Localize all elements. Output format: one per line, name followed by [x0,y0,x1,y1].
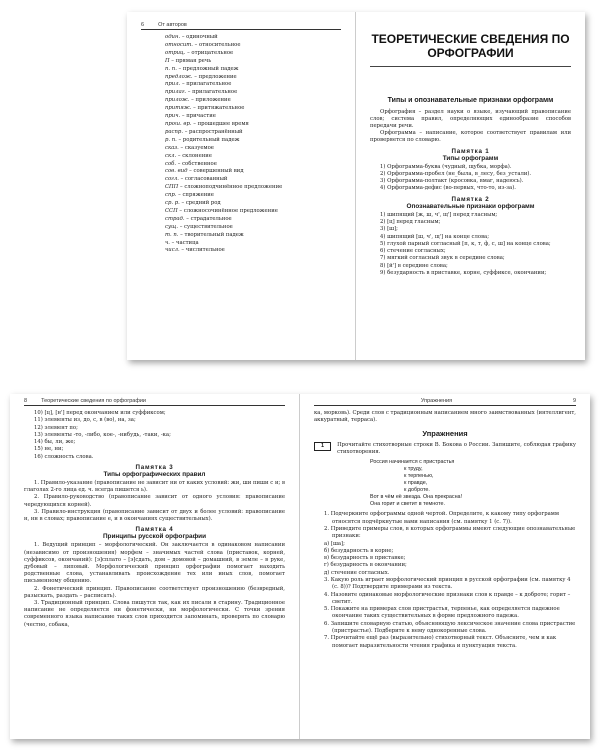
abbreviation-row [165,42,341,50]
abbreviation-meaning: – прошедшее время [191,120,249,127]
abbreviation: п. п. [165,65,177,72]
list-item: г) безударность в окончании; [324,562,407,569]
abbreviation-meaning: – совершенный вид [187,168,244,175]
memo-title: Памятка 4 [135,526,174,534]
list-item: 16) сложность слова. [34,453,94,460]
memo-subtitle: Принципы русской орфографии [102,533,207,541]
memo-subtitle: Типы орфографических правил [103,471,206,479]
abbreviation-row [165,232,341,240]
page-number: 9 [572,398,576,404]
running-title: От авторов [158,22,187,28]
abbreviation-row [165,121,341,129]
abbreviation: прош. вр. [165,120,192,127]
list-item: 6) стечение согласных; [380,248,446,255]
abbreviation: прич. [165,113,181,120]
section-title: Типы и опознавательные признаки орфограмм [387,97,554,104]
abbreviation: соб. [165,160,177,167]
memo-title: Памятка 3 [135,464,174,472]
memo-subtitle: Типы орфограмм [442,154,499,162]
page-number: 6 [141,22,145,28]
list-item: 1) Орфограмма-буква (чудный, щубка, морфа). [380,163,512,170]
poem-line: к терпенью, [404,473,434,480]
continued-list [24,410,285,461]
list-item: 7. Прочитайте ещё раз (выразительно) стихотворный текст. Объясните, чем и как помогает выразительности чтения графика и пунктуация текста. [324,635,557,649]
page-7 [356,12,585,360]
list-item: д) стечение согласных. [324,569,390,576]
abbreviation-row [165,34,341,42]
abbreviation-meaning: – предложный падеж [176,65,239,72]
running-head-page-9 [314,398,576,406]
page-number: 8 [24,398,28,404]
abbreviation: ср. р. [165,200,180,207]
abbreviation-meaning: – причастие [180,113,216,120]
exercise-text: Прочитайте стихотворные строки В. Бокова о России. Запишите, соблюдая графику стихотворения. [337,441,576,456]
abbreviation-meaning: – числительное [179,247,225,254]
list-item: 6. Запишите словарную статью, объясняющую лексическое значение слова пристрастие (пристрастье). Подберите к нему однокоренные слова. [324,620,576,635]
paragraph: Орфограмма – написание, которое соответствует правилам или проверяется по словарю. [370,130,571,144]
abbreviation-row [165,161,341,169]
paragraph: ка, морковь). Среди слов с традиционным написанием много заимствованных (интеллигент, аккуратный, терраса). [314,410,576,424]
paragraph: 1. Ведущий принцип – морфологический. Он заключается в одинаковом написании (независимо от произношения) морфем – значимых частей слова (приставок, корней, суффиксов, окончаний): [э]сплато – [э]сдать, дом – домовой – домашний, в земле – в руке, дубовый – липовый. Морфологический принцип орфографии помогает находить родственные слова, устанавливать происхождение тех или иных слов, помогает письменному общению. [24,542,285,585]
exercise-header [314,442,576,456]
abbreviation-meaning: – сложноподчинённое предложение [178,184,283,191]
abbreviation: ССП [165,207,178,214]
abbreviation: числ. [165,247,180,254]
list-item: 4) Орфограмма-дефис (во-первых, что-то, из-за). [380,185,516,192]
paragraph: 3. Правило-инструкция (правописание зависит от двух и более условий: правописание н, нн в словах; правописание е, и в окончаниях существительных). [24,508,285,523]
abbreviation-row [165,58,341,66]
list-item: 5) глухой парный согласный [п, к, т, ф, с, ш] на конце слова; [380,240,551,247]
running-head-page-6 [141,22,341,30]
paragraph: Орфография – раздел науки о языке, изучающий правописание слов; система правил, определяющих единообразие способов передачи речи. [370,108,571,129]
list-item: 9) безударность в приставке, корне, суффиксе, окончании; [380,270,547,277]
exercises-title: Упражнения [422,429,468,439]
abbreviation: притяж. [165,105,192,112]
list-item: а) [ша]; [324,540,345,547]
page-9 [300,394,590,739]
abbreviation-meaning: – средний род [179,200,221,207]
poem-line: к правде, [404,480,428,487]
abbreviation-meaning: – частица [169,239,199,246]
abbreviation-row [165,184,341,192]
abbreviation-meaning: – согласованный [178,176,228,183]
abbreviation: распр. [165,128,184,135]
abbreviation-row [165,168,341,176]
abbreviation-row [165,200,341,208]
page-6 [127,12,356,360]
abbreviation-meaning: – существительное [178,223,233,230]
abbreviation-row [165,66,341,74]
paragraph: 2. Фонетический принцип. Правописание соответствует произношению (безвредный, разыскать, раздать – расписать). [24,585,285,599]
list-item: 3) Орфограмма-полтакт (кросовка, вмаг, надеюсь). [380,178,524,185]
abbreviation-row [165,145,341,153]
list-item: в) безударность в приставке; [324,555,406,562]
abbreviation-row [165,247,341,255]
abbreviation-meaning: – притяжательное [191,105,245,112]
abbreviation-meaning: – сложносочинённое предложение [177,207,278,214]
list-item: 4) шипящий [ш, ч', щ'] на конце слова; [380,233,490,240]
list-item: 2) Орфограмма-пробел (не_была, в_лесу, без_устали). [380,170,532,177]
poem-line: к труду, [404,466,423,473]
list-item: 2. Приведите примеры слов, в которых орфограммы имеют следующие опознавательные признаки: [324,525,576,540]
abbreviation-meaning: – прилагательное [186,89,238,96]
poem-line: Она горит и светит в темноте. [370,501,445,508]
abbreviation-meaning: – собственное [176,160,217,167]
abbreviation-list [141,34,341,255]
abbreviation-meaning: – одиночный [180,34,218,40]
abbreviation: отриц. [165,49,186,56]
list-item: б) безударность в корне; [324,547,394,554]
list-item: 7) мягкий согласный звук в середине слова; [380,255,505,262]
exercise-number: 1 [314,442,331,451]
abbreviation-row [165,113,341,121]
poem-line: к доброте. [404,487,430,494]
abbreviation: сущ. [165,223,179,230]
abbreviation-meaning: – прилагательное [180,81,232,88]
abbreviation: один. [165,34,181,40]
abbreviation: П [165,57,170,64]
paragraph: 3. Традиционный принцип. Слова пишутся так, как их писали в старину. Традиционное написание не определяется ни фонетически, ни морфологически. С точки зрения современного языка написание таких слов приходится запоминать, проверять по словарю (честно, собака, [24,599,285,628]
abbreviation-meaning: – спряжение [176,192,214,199]
list-item: 13) элементы -то, -либо, кое-, -нибудь, -таки, -ка; [34,431,171,438]
abbreviation-row [165,224,341,232]
memo-1-list [370,164,571,193]
chapter-title: ТЕОРЕТИЧЕСКИЕ СВЕДЕНИЯ ПО ОРФОГРАФИИ [371,32,570,60]
abbreviation-meaning: – творительный падеж [178,231,244,238]
page-8 [10,394,300,739]
running-title: Теоретические сведения по орфографии [41,398,146,404]
abbreviation: ч. [165,239,170,246]
abbreviation: скл. [165,152,177,159]
memo-title: Памятка 2 [451,195,490,203]
abbreviation-row [165,50,341,58]
list-item: 4. Назовите одинаковые морфологические признаки слов к правде – к доброте; горит – светит. [324,591,571,605]
memo-2-list [370,212,571,278]
abbreviation-meaning: – относительное [192,41,241,48]
running-title: Упражнения [420,398,453,404]
abbreviation: р. п. [165,136,177,143]
list-item: 1) шипящий [ж, ш, ч', щ'] перед гласным; [380,211,498,218]
list-item: 10) [ц], [н'] перед окончанием или суффиксом; [34,410,166,416]
list-item: 3. Какую роль играет морфологический принцип в русской орфографии (см. памятку 4 (с. 8))? Подтвердите примерами из текста. [324,576,571,591]
abbreviation-row [165,153,341,161]
abbreviation-meaning: – склонение [176,152,212,159]
bottom-spread [10,394,590,739]
running-head-page-8 [24,398,285,406]
paragraph: 2. Правило-руководство (правописание зависит от одного условия: правописание чередующихся корней). [24,494,285,508]
poem-line: Россия начинается с пристрастья [370,459,455,466]
abbreviation: прилож. [165,97,190,104]
abbreviation-row [165,97,341,105]
list-item: 5. Покажите на примерах слов пристрастья, терпенье, как определяется падежное окончание таких существительных в форме предложного падежа. [324,606,560,620]
abbreviation-row [165,89,341,97]
poem-line: Вот в чём её звезда. Она прекрасна! [370,494,463,501]
top-spread [127,12,585,360]
abbreviation-meaning: – страдательное [184,215,232,222]
abbreviation-meaning: – предложение [192,73,237,80]
abbreviation-meaning: – отрицательное [185,49,234,56]
abbreviation-row [165,74,341,82]
abbreviation-row [165,137,341,145]
abbreviation-row [165,216,341,224]
abbreviation-meaning: – родительный падеж [176,136,240,143]
list-item: 2) [ц] перед гласным; [380,219,441,225]
abbreviation-meaning: – сказуемое [178,144,214,151]
poem [370,459,576,508]
abbreviation: т. п. [165,231,179,238]
memo-subtitle: Опознавательные признаки орфограмм [406,202,535,210]
abbreviation: сказ. [165,144,179,151]
abbreviation: сов. вид [165,168,188,175]
list-item: 11) элементы из, до, с, в (во), на, за; [34,417,136,424]
abbreviation: прилаг. [165,89,187,96]
abbreviation: прил. [165,81,181,88]
abbreviation-meaning: – приложение [189,97,231,104]
abbreviation: СПП [165,184,179,191]
abbreviation-row [165,240,341,248]
tasks-list [314,511,576,650]
list-item: 3) [ш]; [380,226,398,233]
abbreviation-row [165,129,341,137]
abbreviation: спр. [165,192,177,199]
abbreviation-row [165,105,341,113]
paragraph: 1. Правило-указание (правописание не зависит ни от каких условий: жи, ши пиши с и; в глаголах 2-го лица ед. ч. всегда пишется ь). [24,480,285,494]
abbreviation-meaning: – распространённый [183,128,243,135]
abbreviation-meaning: – прямая речь [169,57,212,64]
abbreviation: страд. [165,215,185,222]
list-item: 12) элемент по; [34,424,78,431]
abbreviation: согл. [165,176,179,183]
abbreviation-row [165,81,341,89]
abbreviation-row [165,208,341,216]
abbreviation: предлож. [165,73,193,80]
list-item: 15) не, ни; [34,446,64,453]
list-item: 1. Подчеркните орфограммы одной чертой. Определите, к какому типу орфограмм относятся подчёркнутые вами написания (см. памятку 1 (с. 7)). [324,511,560,525]
memo-title: Памятка 1 [451,147,490,155]
list-item: 14) бы, ли, же; [34,439,76,446]
abbreviation-row [165,192,341,200]
abbreviation: относит. [165,41,193,48]
list-item: 8) [й'] в середине слова; [380,262,448,269]
